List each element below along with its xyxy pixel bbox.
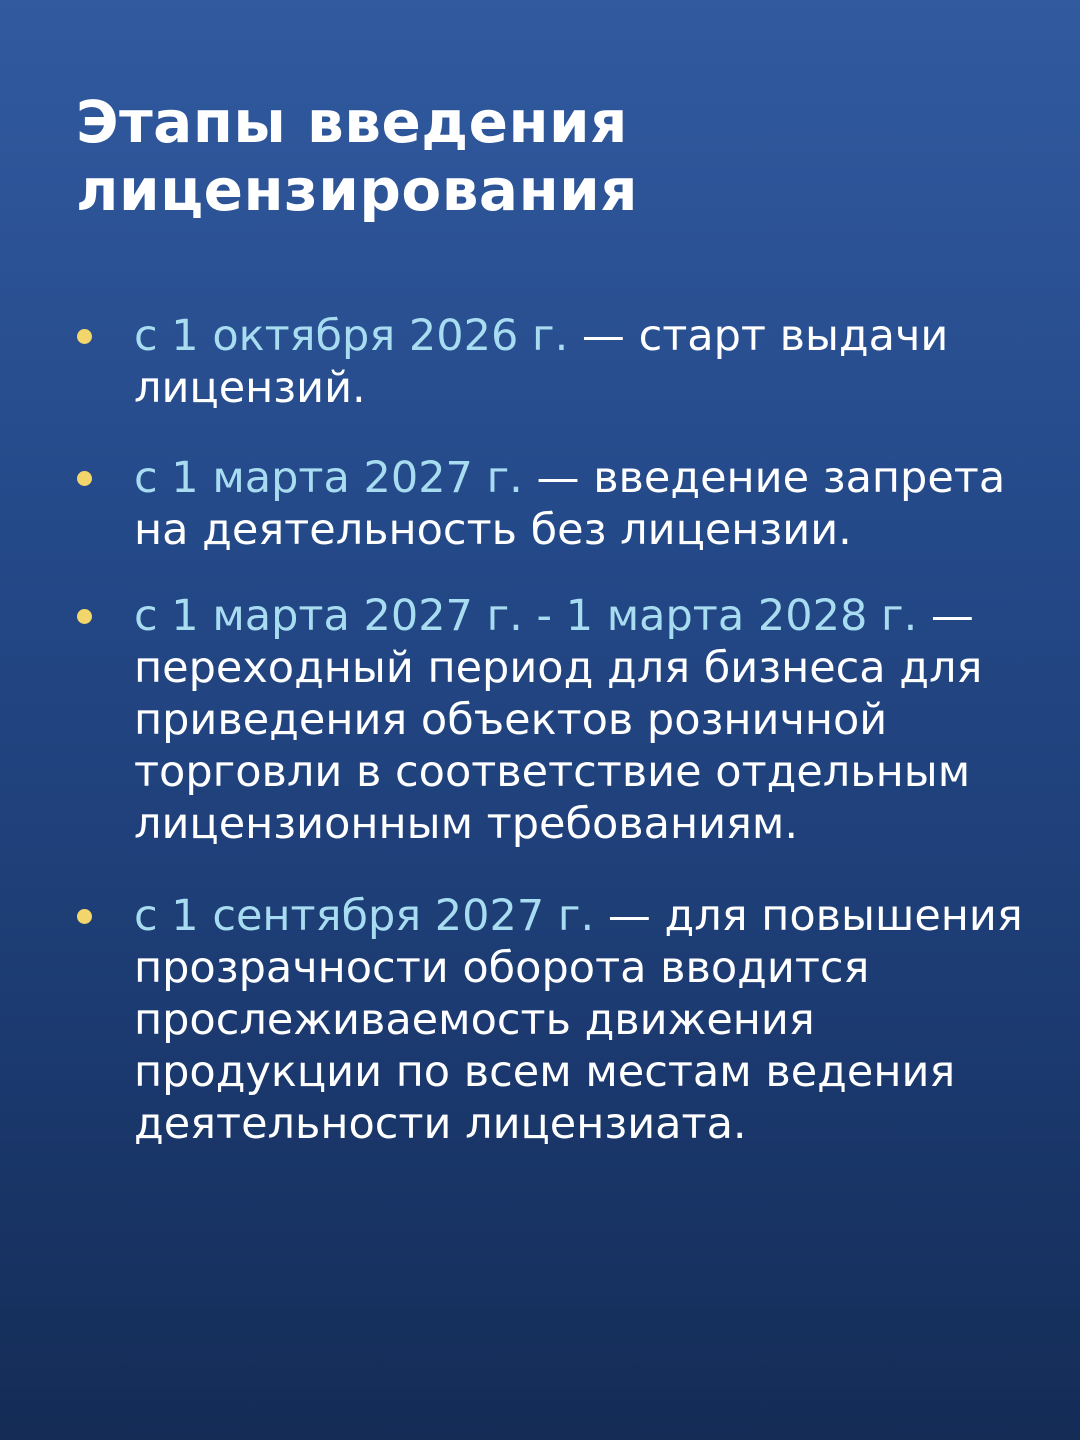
stage-date: с 1 октября 2026 г. — [134, 311, 569, 361]
bullet-dot-icon — [77, 471, 92, 486]
stage-text: — переходный период для бизнеса для приведения объектов розничной торговли в соответствие отдельным лицензионным требованиям. — [134, 591, 983, 849]
stage-text: — для повышения прозрачности оборота вводится прослеживаемость движения продукции по всем местам ведения деятельности лицензиата. — [134, 891, 1023, 1149]
list-item — [0, 590, 1080, 850]
list-item — [0, 452, 1080, 556]
page-title — [76, 88, 1016, 224]
list-item — [0, 890, 1080, 1150]
title-line-2: лицензирования — [76, 156, 639, 224]
stage-date: с 1 марта 2027 г. - 1 марта 2028 г. — [134, 591, 918, 641]
stage-text: — старт выдачи лицензий. — [134, 311, 949, 413]
stages-list — [0, 310, 1080, 1188]
title-line-1: Этапы введения — [76, 88, 628, 156]
stage-date: с 1 сентября 2027 г. — [134, 891, 595, 941]
list-item — [0, 310, 1080, 414]
bullet-dot-icon — [77, 609, 92, 624]
bullet-dot-icon — [77, 909, 92, 924]
bullet-dot-icon — [77, 329, 92, 344]
stage-text: — введение запрета на деятельность без лицензии. — [134, 453, 1006, 555]
stage-date: с 1 марта 2027 г. — [134, 453, 523, 503]
